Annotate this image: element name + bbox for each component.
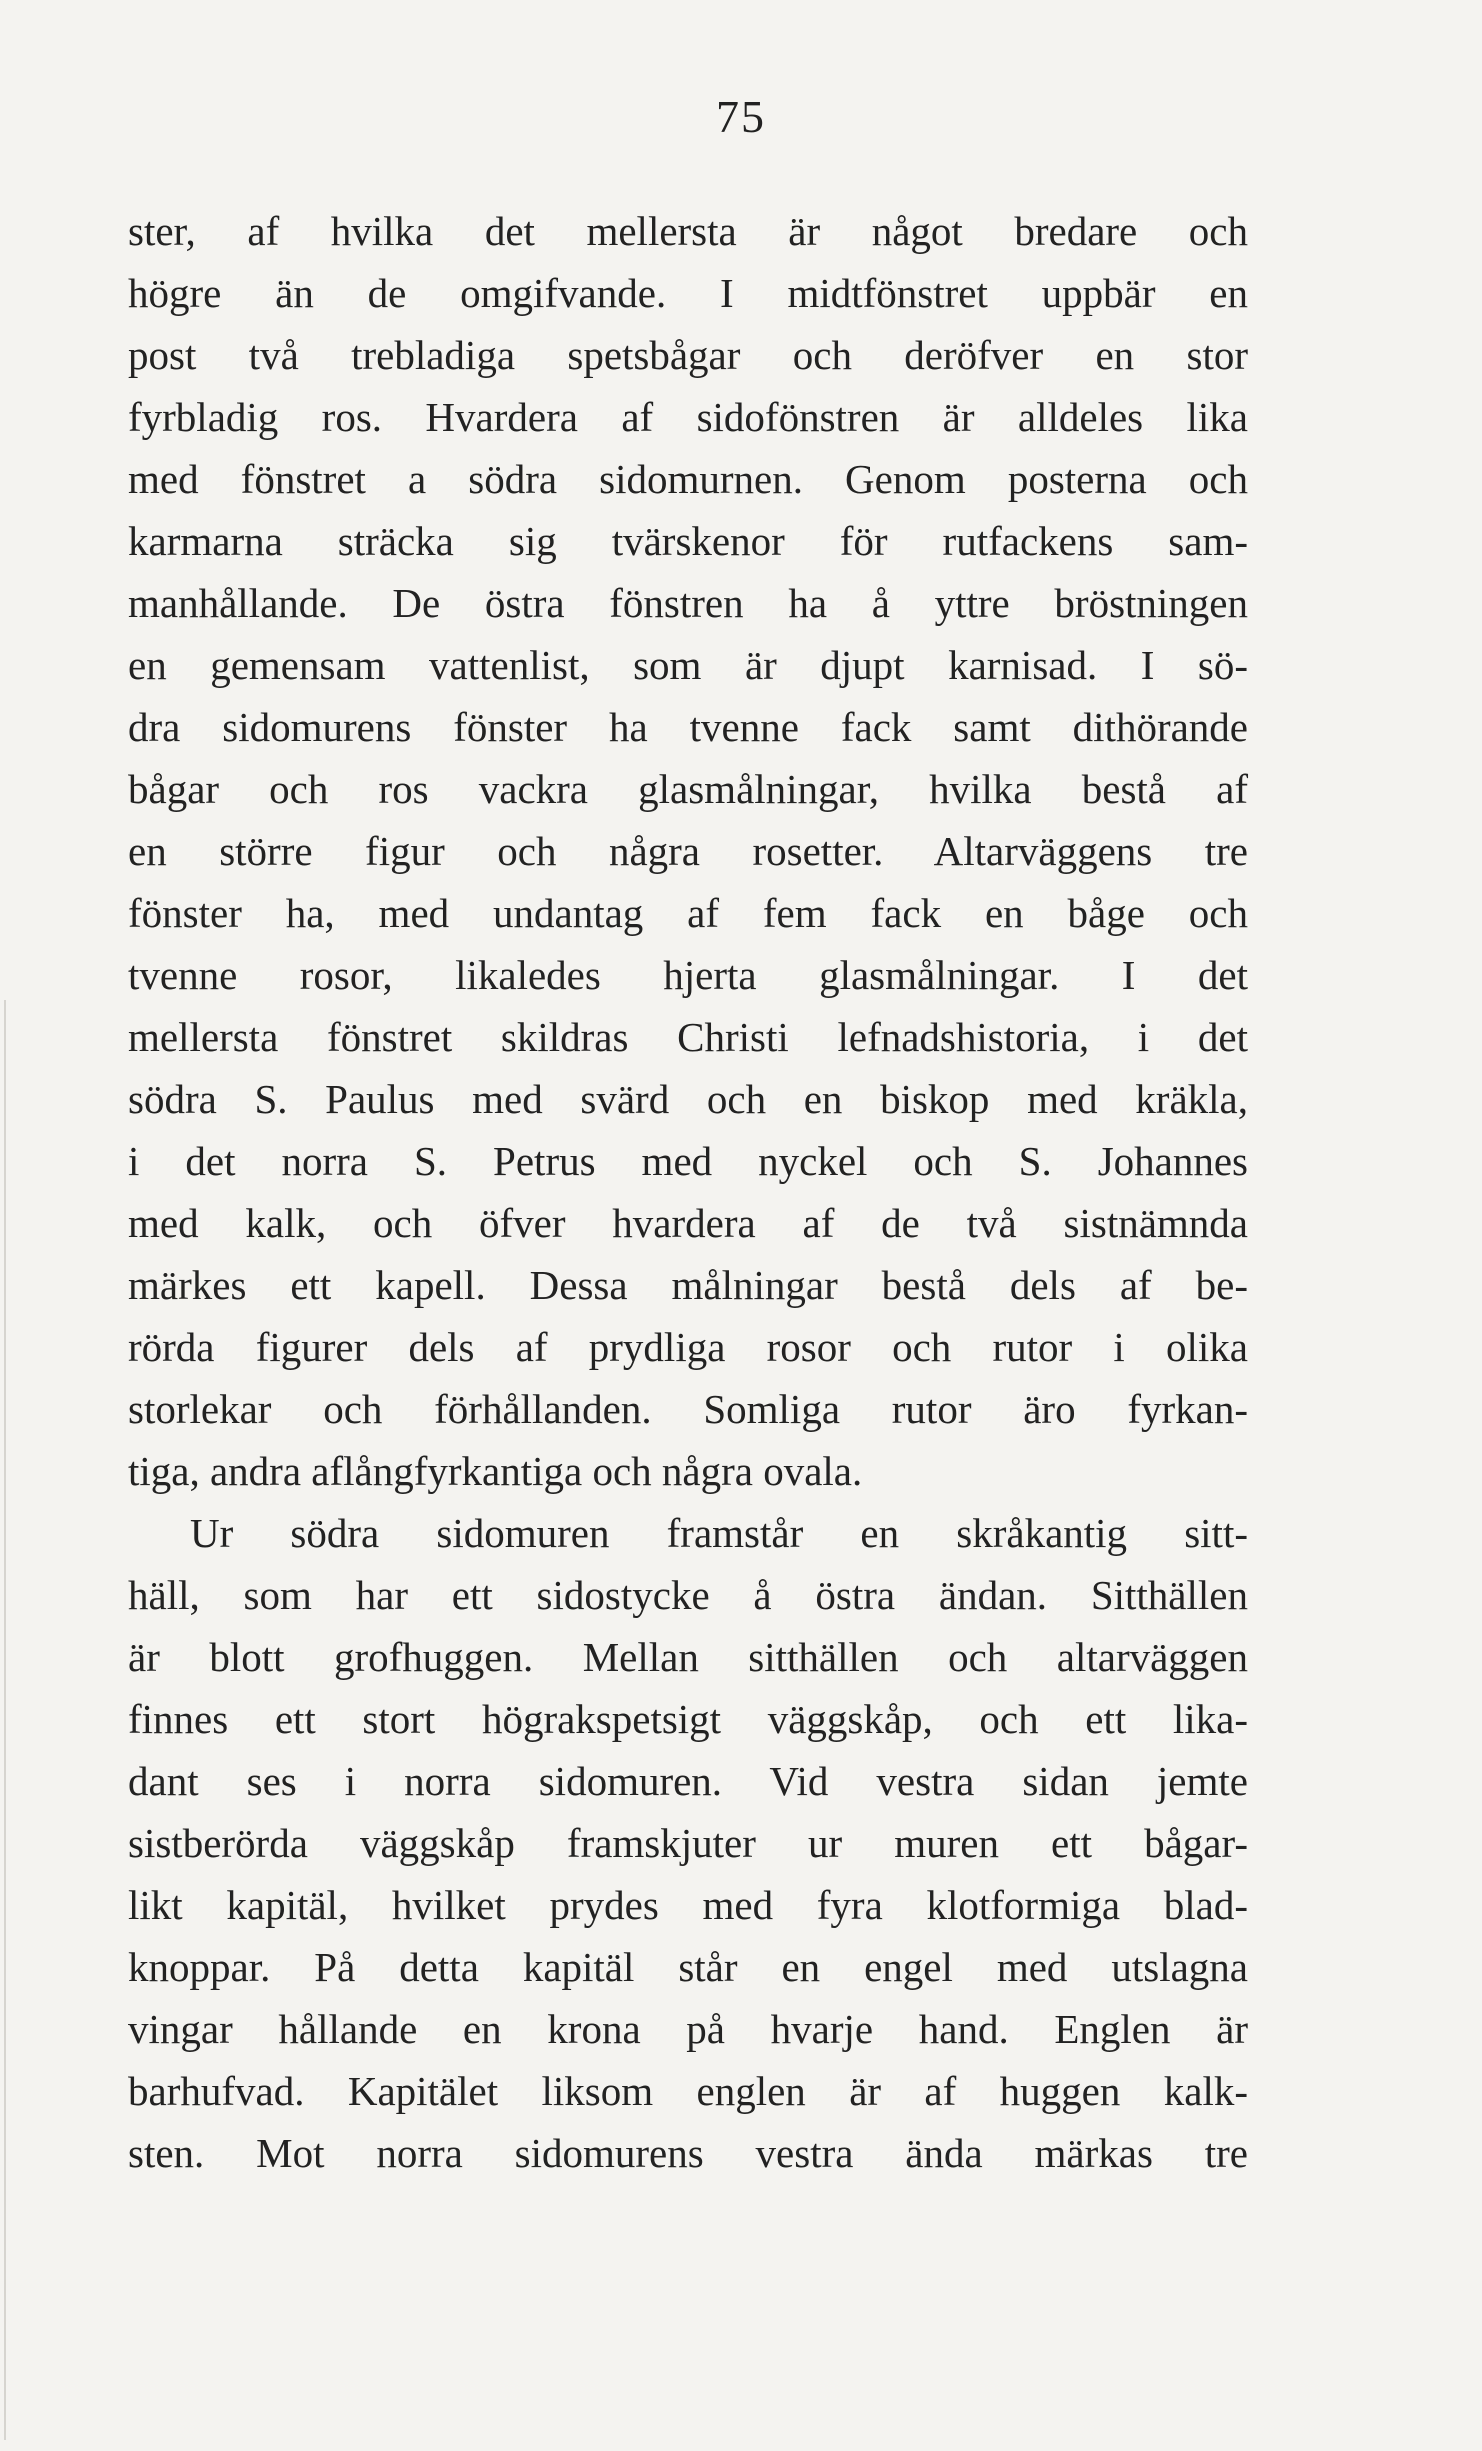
text-line: sten. Mot norra sidomurens vestra ända märkas tre xyxy=(128,2130,1248,2176)
text-line: Ur södra sidomuren framstår en skråkantig sitt- xyxy=(190,1510,1248,1556)
text-line: bågar och ros vackra glasmålningar, hvilka bestå af xyxy=(128,766,1248,812)
text-line: manhållande. De östra fönstren ha å yttre bröstningen xyxy=(128,580,1248,626)
page-number: 75 xyxy=(716,91,766,142)
body-text xyxy=(128,200,1248,2184)
text-line: en större figur och några rosetter. Altarväggens tre xyxy=(128,828,1248,874)
text-line: med kalk, och öfver hvardera af de två sistnämnda xyxy=(128,1200,1248,1246)
text-line: i det norra S. Petrus med nyckel och S. Johannes xyxy=(128,1138,1248,1184)
text-line: en gemensam vattenlist, som är djupt karnisad. I sö- xyxy=(128,642,1248,688)
text-line: sistberörda väggskåp framskjuter ur muren ett bågar- xyxy=(128,1820,1248,1866)
text-line: mellersta fönstret skildras Christi lefnadshistoria, i det xyxy=(128,1014,1248,1060)
text-line: dra sidomurens fönster ha tvenne fack samt dithörande xyxy=(128,704,1248,750)
text-line: södra S. Paulus med svärd och en biskop med kräkla, xyxy=(128,1076,1248,1122)
text-line: ster, af hvilka det mellersta är något bredare och xyxy=(128,208,1248,254)
text-line: vingar hållande en krona på hvarje hand. Englen är xyxy=(128,2006,1248,2052)
text-line: högre än de omgifvande. I midtfönstret uppbär en xyxy=(128,270,1248,316)
text-line: med fönstret a södra sidomurnen. Genom posterna och xyxy=(128,456,1248,502)
text-line: märkes ett kapell. Dessa målningar bestå dels af be- xyxy=(128,1262,1248,1308)
text-line: tiga, andra aflångfyrkantiga och några ovala. xyxy=(128,1448,863,1494)
text-line: storlekar och förhållanden. Somliga rutor äro fyrkan- xyxy=(128,1386,1248,1432)
text-line: är blott grofhuggen. Mellan sitthällen och altarväggen xyxy=(128,1634,1248,1680)
page-edge-shadow xyxy=(4,1000,6,2440)
text-line: häll, som har ett sidostycke å östra ändan. Sitthällen xyxy=(128,1572,1248,1618)
text-line: dant ses i norra sidomuren. Vid vestra sidan jemte xyxy=(128,1758,1248,1804)
text-line: likt kapitäl, hvilket prydes med fyra klotformiga blad- xyxy=(128,1882,1248,1928)
text-line: finnes ett stort högrakspetsigt väggskåp, och ett lika- xyxy=(128,1696,1248,1742)
text-line: karmarna sträcka sig tvärskenor för rutfackens sam- xyxy=(128,518,1248,564)
text-line: fyrbladig ros. Hvardera af sidofönstren är alldeles lika xyxy=(128,394,1248,440)
text-line: tvenne rosor, likaledes hjerta glasmålningar. I det xyxy=(128,952,1248,998)
text-line: barhufvad. Kapitälet liksom englen är af huggen kalk- xyxy=(128,2068,1248,2114)
text-line: post två trebladiga spetsbågar och deröfver en stor xyxy=(128,332,1248,378)
text-line: rörda figurer dels af prydliga rosor och rutor i olika xyxy=(128,1324,1248,1370)
text-line: knoppar. På detta kapitäl står en engel med utslagna xyxy=(128,1944,1248,1990)
text-line: fönster ha, med undantag af fem fack en båge och xyxy=(128,890,1248,936)
